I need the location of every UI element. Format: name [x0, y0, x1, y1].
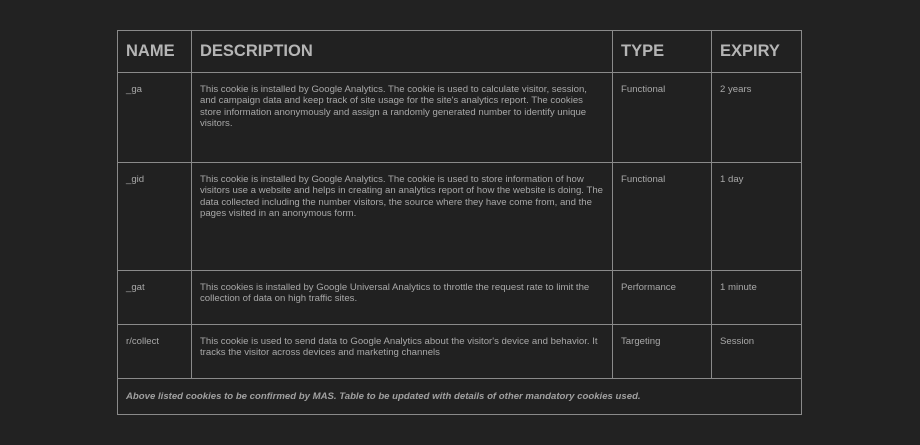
- cell-description: This cookie is installed by Google Analytics. The cookie is used to store information of how visitors use a website and helps in creating an analytics report of how the website is doing. The data collected including the number visitors, the source where they have come from, and the pages visited in an anonymous form.: [192, 163, 613, 271]
- cell-name: r/collect: [118, 325, 192, 379]
- cell-expiry: Session: [712, 325, 802, 379]
- cell-expiry: 1 day: [712, 163, 802, 271]
- header-expiry: EXPIRY: [712, 31, 802, 73]
- cell-name: _gid: [118, 163, 192, 271]
- cell-description: This cookie is used to send data to Google Analytics about the visitor's device and behavior. It tracks the visitor across devices and marketing channels: [192, 325, 613, 379]
- cell-type: Functional: [613, 73, 712, 163]
- table-row: [118, 73, 802, 163]
- cell-name: _gat: [118, 271, 192, 325]
- cell-type: Performance: [613, 271, 712, 325]
- cell-expiry: 2 years: [712, 73, 802, 163]
- cell-description: This cookie is installed by Google Analytics. The cookie is used to calculate visitor, session, and campaign data and keep track of site usage for the site's analytics report. The cookies store information anonymously and assign a randomly generated number to identify unique visitors.: [192, 73, 613, 163]
- table-row: [118, 163, 802, 271]
- header-description: DESCRIPTION: [192, 31, 613, 73]
- table-note: Above listed cookies to be confirmed by MAS. Table to be updated with details of other mandatory cookies used.: [118, 379, 802, 415]
- table-row: [118, 325, 802, 379]
- header-type: TYPE: [613, 31, 712, 73]
- cell-description: This cookies is installed by Google Universal Analytics to throttle the request rate to limit the collection of data on high traffic sites.: [192, 271, 613, 325]
- cell-type: Targeting: [613, 325, 712, 379]
- cell-expiry: 1 minute: [712, 271, 802, 325]
- table-row: [118, 271, 802, 325]
- cell-type: Functional: [613, 163, 712, 271]
- table-header-row: [118, 31, 802, 73]
- cookie-table: [117, 30, 802, 415]
- cell-name: _ga: [118, 73, 192, 163]
- header-name: NAME: [118, 31, 192, 73]
- table-note-row: [118, 379, 802, 415]
